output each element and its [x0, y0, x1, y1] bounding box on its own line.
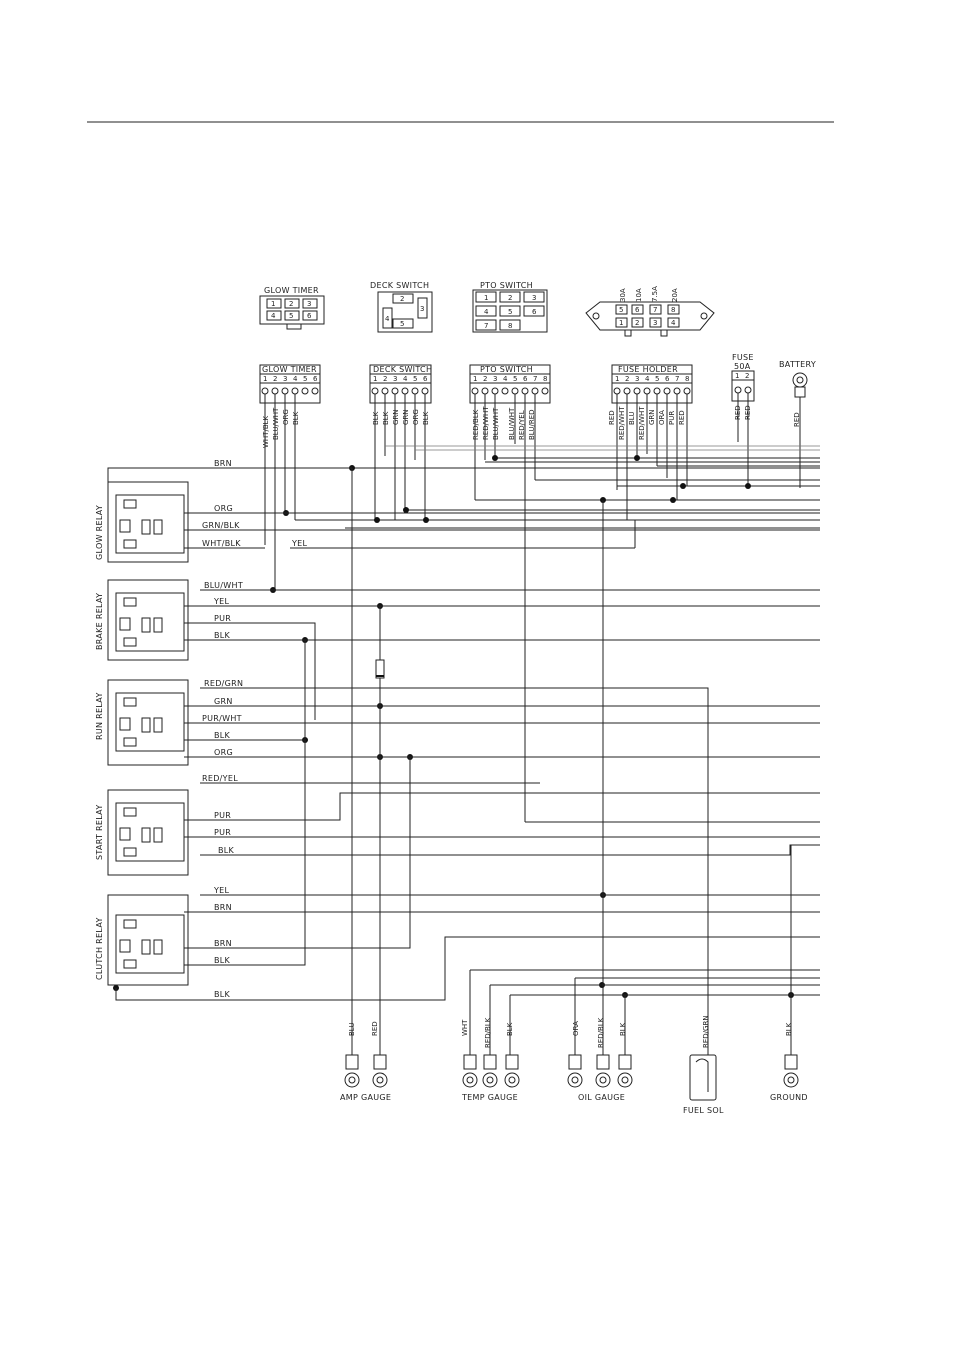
- lower-bus: [352, 468, 820, 1055]
- wire-label: RED: [678, 410, 686, 425]
- wire-label: BLK: [382, 411, 390, 425]
- fuse-block-connector: [586, 286, 714, 336]
- wire-label: RED: [793, 412, 801, 427]
- wire-label: YEL: [292, 539, 308, 548]
- relay-label: RUN RELAY: [95, 692, 104, 740]
- pin-label: 1: [473, 375, 478, 383]
- fuel-sol: [683, 1015, 724, 1115]
- brake-relay: [95, 580, 820, 720]
- component-label: FUEL SOL: [683, 1106, 724, 1115]
- pin-label: 6: [423, 375, 428, 383]
- wire-label: RED: [744, 405, 752, 420]
- wire-label: BLK: [214, 731, 231, 740]
- wire-label: BLK: [372, 411, 380, 425]
- pin-label: 1: [619, 319, 624, 327]
- wire-label: PUR/WHT: [202, 714, 242, 723]
- pin-label: 1: [484, 294, 489, 302]
- wire-label: ORG: [214, 504, 233, 513]
- pin-label: 6: [635, 306, 640, 314]
- wire-label: GRN/BLK: [202, 521, 240, 530]
- wire-label: ORA: [658, 410, 666, 425]
- wire-label: BLU: [628, 411, 636, 425]
- wire-label: BRN: [214, 939, 232, 948]
- wire-label: ORG: [282, 409, 290, 425]
- pin-label: 7: [533, 375, 538, 383]
- amp-gauge: [340, 1021, 391, 1102]
- relay-label: CLUTCH RELAY: [95, 917, 104, 980]
- wire-label: YEL: [214, 597, 230, 606]
- relay-label: START RELAY: [95, 804, 104, 860]
- wire-label: RED: [734, 405, 742, 420]
- wire-label: BRN: [214, 459, 232, 468]
- pto-switch-header-title: PTO SWITCH: [480, 365, 533, 374]
- wire-label: BLK: [214, 956, 231, 965]
- wire-label: RED/BLK: [597, 1017, 605, 1048]
- wire-label: RED/BLK: [484, 1017, 492, 1048]
- pin-label: 1: [271, 300, 276, 308]
- deck-switch-connector: [370, 281, 432, 332]
- pin-label: 4: [671, 319, 676, 327]
- pin-label: 5: [400, 320, 405, 328]
- pin-label: 3: [393, 375, 398, 383]
- pin-label: 5: [303, 375, 308, 383]
- wire-label: GRN: [392, 409, 400, 425]
- pin-label: 2: [745, 372, 750, 380]
- pin-label: 5: [289, 312, 294, 320]
- deck-switch-header: [370, 365, 432, 425]
- component-label: OIL GAUGE: [578, 1093, 626, 1102]
- pin-label: 1: [615, 375, 620, 383]
- pin-label: 3: [307, 300, 312, 308]
- junctions-top: [113, 455, 794, 998]
- wire-label: BLU/RED: [528, 409, 536, 440]
- pin-label: 4: [271, 312, 276, 320]
- ground-terminal: [770, 1022, 808, 1102]
- pin-label: 2: [400, 295, 405, 303]
- pin-label: 1: [263, 375, 268, 383]
- start-relay: [95, 774, 820, 875]
- pin-label: 2: [625, 375, 630, 383]
- pin-label: 8: [508, 322, 513, 330]
- wire-label: RED/WHT: [638, 406, 646, 440]
- pto-switch-header: [470, 365, 550, 440]
- fuse-holder-header-title: FUSE HOLDER: [618, 365, 678, 374]
- pin-label: 8: [685, 375, 690, 383]
- relay-label: GLOW RELAY: [95, 504, 104, 560]
- fuse-rating: 10A: [635, 288, 643, 302]
- pin-label: 3: [532, 294, 537, 302]
- fuse-rating: 20A: [671, 288, 679, 302]
- wire-label: RED/BLK: [472, 409, 480, 440]
- relay-label: BRAKE RELAY: [95, 592, 104, 650]
- wire-label: BRN: [214, 903, 232, 912]
- pin-label: 4: [484, 308, 489, 316]
- glow-timer-header-title: GLOW TIMER: [262, 365, 317, 374]
- pin-label: 5: [655, 375, 660, 383]
- pin-label: 3: [635, 375, 640, 383]
- fuse-50a-title: FUSE: [732, 353, 754, 362]
- pin-label: 2: [289, 300, 294, 308]
- fuse-rating: 7.5A: [651, 286, 659, 302]
- wire-label: BLU/WHT: [204, 581, 244, 590]
- wire-label: RED: [608, 410, 616, 425]
- component-label: AMP GAUGE: [340, 1093, 392, 1102]
- pin-label: 5: [413, 375, 418, 383]
- harness-trunk: [265, 393, 820, 822]
- wire-label: BLK: [214, 990, 231, 999]
- pin-label: 8: [671, 306, 676, 314]
- wire-label: PUR: [214, 811, 232, 820]
- wire-label: BLK: [619, 1022, 627, 1036]
- wire-label: BLK: [506, 1022, 514, 1036]
- pin-label: 3: [653, 319, 658, 327]
- pin-label: 5: [508, 308, 513, 316]
- battery-terminal: [779, 360, 816, 427]
- wire-label: GRN: [402, 409, 410, 425]
- wire-label: WHT/BLK: [202, 539, 241, 548]
- wire-label: RED/YEL: [202, 774, 238, 783]
- wire-label: BLU: [348, 1022, 356, 1036]
- pin-label: 4: [503, 375, 508, 383]
- wire-label: BLK: [785, 1022, 793, 1036]
- pin-label: 3: [493, 375, 498, 383]
- pto-switch-connector: [473, 281, 547, 332]
- deck-switch-connector-title: DECK SWITCH: [370, 281, 430, 290]
- pin-label: 7: [484, 322, 489, 330]
- wire-label: PUR: [668, 410, 676, 425]
- wire-label: ORG: [214, 748, 233, 757]
- wire-label: RED/YEL: [518, 410, 526, 440]
- pin-label: 2: [273, 375, 278, 383]
- pin-label: 6: [313, 375, 318, 383]
- wire-label: BLK: [292, 411, 300, 425]
- fuse-rating: 30A: [619, 288, 627, 302]
- pin-label: 6: [523, 375, 528, 383]
- wire-label: BLK: [214, 631, 231, 640]
- battery-title: BATTERY: [779, 360, 817, 369]
- component-label: GROUND: [770, 1093, 808, 1102]
- wire-label: BLU/WHT: [508, 407, 516, 440]
- wire-label: RED/WHT: [618, 406, 626, 440]
- wire-label: RED: [371, 1021, 379, 1036]
- pin-label: 6: [532, 308, 537, 316]
- wire-label: BLK: [422, 411, 430, 425]
- glow-timer-connector: [260, 286, 324, 329]
- run-relay: [95, 679, 820, 1055]
- pin-label: 1: [735, 372, 740, 380]
- pin-label: 8: [543, 375, 548, 383]
- wire-label: PUR: [214, 614, 232, 623]
- diode: [376, 606, 384, 757]
- wire-label: RED/GRN: [702, 1015, 710, 1048]
- pin-label: 1: [373, 375, 378, 383]
- deck-switch-header-title: DECK SWITCH: [373, 365, 433, 374]
- wire-label: WHT/BLK: [262, 415, 270, 448]
- pin-label: 5: [619, 306, 624, 314]
- wire-label: WHT: [461, 1019, 469, 1036]
- wire-label: GRN: [648, 409, 656, 425]
- fuse-50a-rating: 50A: [734, 362, 751, 371]
- wire-label: RED/GRN: [204, 679, 244, 688]
- pin-label: 2: [483, 375, 488, 383]
- pin-label: 4: [403, 375, 408, 383]
- glow-timer-header: [260, 365, 320, 448]
- wire-label: RED/WHT: [482, 406, 490, 440]
- pin-label: 2: [508, 294, 513, 302]
- wire-label: PUR: [214, 828, 232, 837]
- pin-label: 2: [383, 375, 388, 383]
- fuse-50a-header: [732, 353, 754, 420]
- pto-switch-connector-title: PTO SWITCH: [480, 281, 533, 290]
- pin-label: 6: [307, 312, 312, 320]
- pin-label: 7: [653, 306, 658, 314]
- fuse-holder-header: [608, 365, 692, 440]
- component-label: TEMP GAUGE: [462, 1093, 518, 1102]
- wire-label: BLU/WHT: [272, 407, 280, 440]
- wire-label: GRN: [214, 697, 233, 706]
- wire-label: ORG: [412, 409, 420, 425]
- oil-gauge: [568, 1017, 632, 1102]
- pin-label: 7: [675, 375, 680, 383]
- pin-label: 3: [420, 305, 425, 313]
- pin-label: 5: [513, 375, 518, 383]
- pin-label: 3: [283, 375, 288, 383]
- pin-label: 4: [293, 375, 298, 383]
- pin-label: 4: [645, 375, 650, 383]
- pin-label: 2: [635, 319, 640, 327]
- glow-timer-connector-title: GLOW TIMER: [264, 286, 319, 295]
- wire-label: YEL: [214, 886, 230, 895]
- wire-label: BLU/WHT: [492, 407, 500, 440]
- wire-label: ORA: [572, 1021, 580, 1036]
- wire-label: BLK: [218, 846, 235, 855]
- pin-label: 6: [665, 375, 670, 383]
- pin-label: 4: [385, 315, 390, 323]
